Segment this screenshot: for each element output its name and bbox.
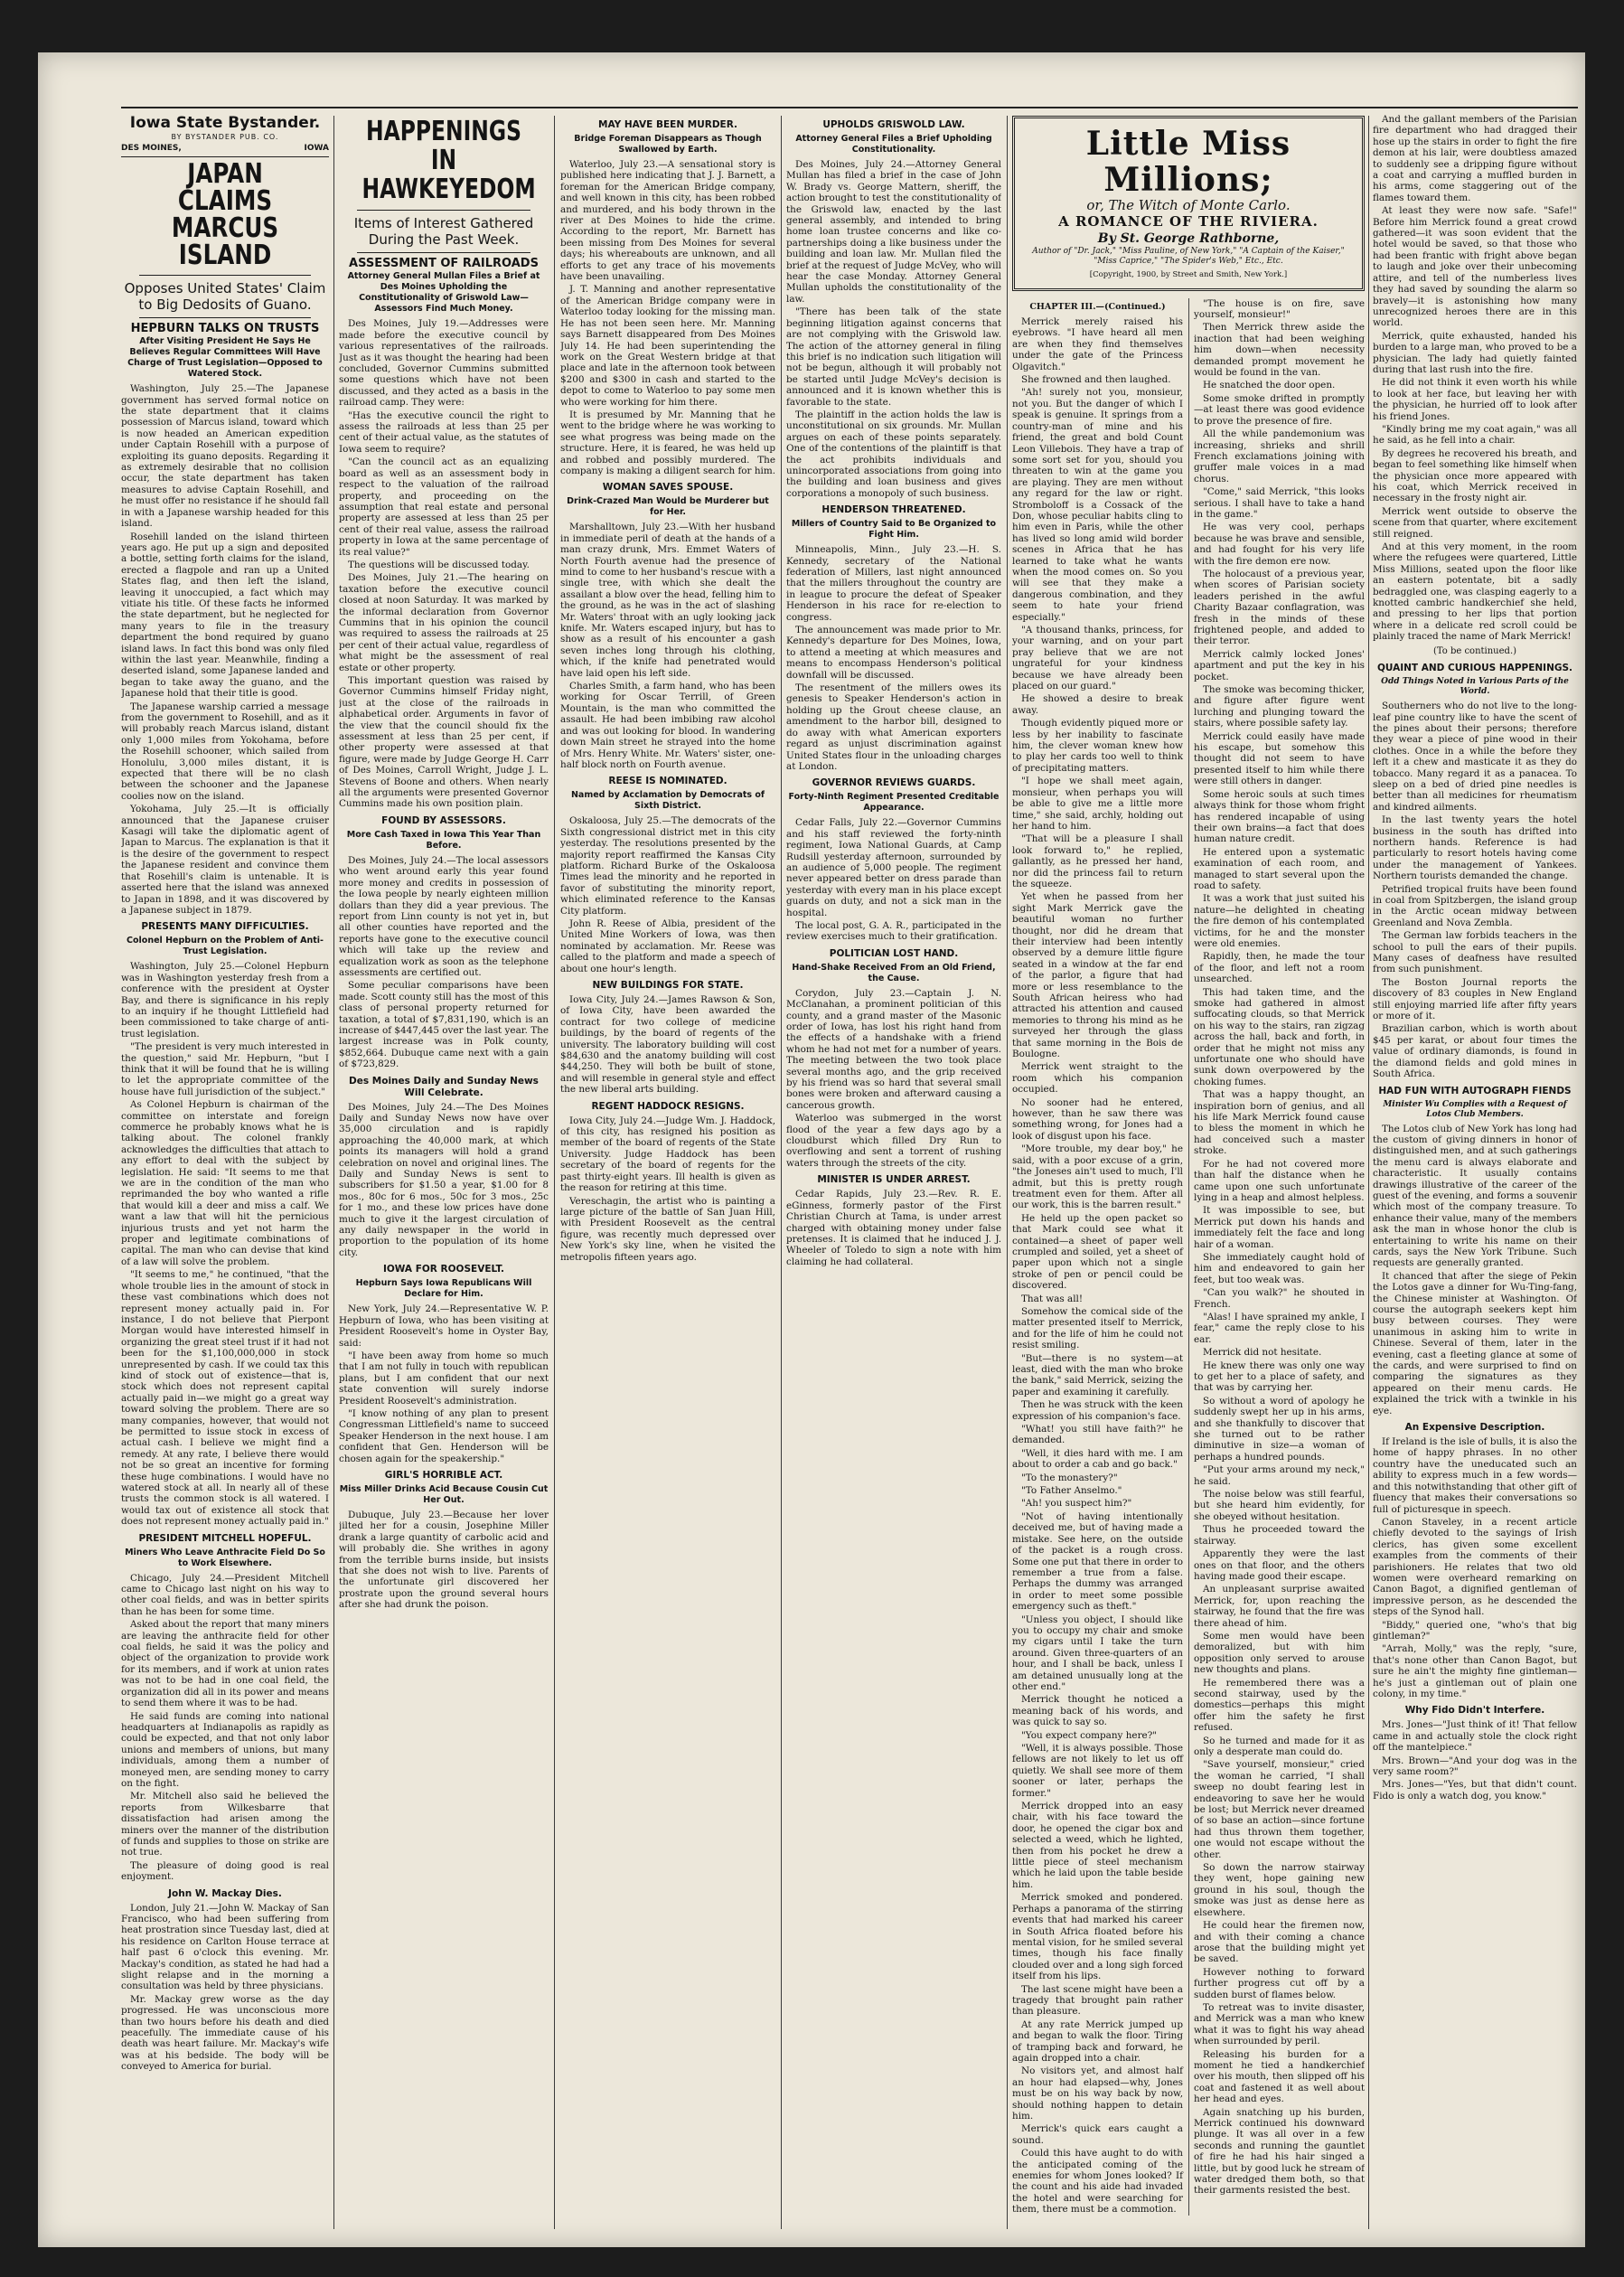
paragraph: The local post, G. A. R., participated in the review exercises much to their gratification.	[786, 919, 1001, 943]
paragraph: Washington, July 25.—The Japanese government has served formal notice on the state department that it claims possession of Marcus island, toward which is now headed an American expedition under Captain Rosehill with a purpose of exploiting its guano deposits. Regarding it as extremely desirable that no collision occur, the state department has taken measures to advise Captain Rosehill, and he must offer no resistance if he should fall in with a Japanese warship headed for this island.	[121, 383, 329, 530]
paragraph: "I have been away from home so much that I am not fully in touch with republican plans, but I am confident that our next state convention will surely indorse President Roosevelt's administration.	[339, 1350, 549, 1407]
paragraph: Yokohama, July 25.—It is officially announced that the Japanese cruiser Kasagi will take the diplomatic agent of Japan to Marcus. The explanation is that it is the desire of the government to respect the Japanese resident and convince them that Rosehill's claim is untenable. It is asserted here that the island was annexed to Japan in 1898, and it was discovered by a Japanese subject in 1879.	[121, 804, 329, 916]
paragraph: "To Father Anselmo."	[1021, 1485, 1122, 1497]
column-rule	[1007, 116, 1008, 2229]
serial-author-note: Author of "Dr. Jack," "Miss Pauline, of New York," "A Captain of the Kaiser," "Miss Caprice," "The Spider's Web," Etc., Etc.	[1032, 247, 1345, 267]
paragraph: That was all!	[1021, 1293, 1084, 1304]
paragraph: Asked about the report that many miners are leaving the anthracite field for other coal fields, he said it was the policy and object of the organization to provide work for its members, and if work at union rates was not to be had in one coal field, the organization did all in its power and means to send them where it was to be had.	[121, 1619, 329, 1709]
paragraph: Marshalltown, July 23.—With her husband in immediate peril of death at the hands of a man crazy drunk, Mrs. Emmet Waters of North Fourth avenue had the presence of mind to come to her husband's rescue with a single tree, with which she dealt the assailant a blow over the head, felling him to the ground, as he was in the act of slashing Mr. Waters' throat with an ugly looking jack knife. Mr. Waters escaped injury, but has to show as a result of his encounter a gash seven inches long through his clothing, which, if the knife had penetrated would have laid open his left side.	[560, 522, 775, 679]
paragraph: Merrick, quite exhausted, handed his burden to a large man, who proved to be a physician. The lady had quietly fainted during that last rush into the fire.	[1373, 330, 1577, 375]
paragraph: If Ireland is the isle of bulls, it is also the home of happy phrases. In no other country have the uneducated such an ability to express much in a few words—and this notwithstanding that other gift of fluency that makes their conversations so full of picturesque in speech.	[1373, 1436, 1577, 1515]
paragraph: And the gallant members of the Parisian fire department who had dragged their hose up the stairs in order to fight the fire demon at his lair, were doubtless amazed to suddenly see a dripping figure without a coat and carrying a muffled burden in his arms, come staggering out of the flames toward them.	[1373, 114, 1577, 203]
paragraph: "Well, it is always possible. Those fellows are not likely to let us off quietly. We shall see more of them sooner or later, perhaps the former."	[1012, 1743, 1183, 1799]
article-subhead: Miners Who Leave Anthracite Field Do So to Work Elsewhere.	[125, 1547, 325, 1568]
column-rule	[781, 116, 782, 2229]
article-subhead: Forty-Ninth Regiment Presented Creditable Appearance.	[788, 792, 1000, 814]
paragraph: John R. Reese of Albia, president of the United Mine Workers of Iowa, was then nominated by acclamation. Mr. Reese was called to the platform and made a speech of about one hour's length.	[560, 917, 775, 974]
article-headline: REGENT HADDOCK RESIGNS.	[591, 1100, 745, 1112]
serial-copyright: [Copyright, 1900, by Street and Smith, New York.]	[1089, 270, 1288, 280]
paragraph: An unpleasant surprise awaited Merrick, for, upon reaching the stairway, he found that the fire was there ahead of him.	[1194, 1584, 1365, 1629]
paragraph: He showed a desire to break away.	[1012, 693, 1183, 716]
paragraph: Des Moines, July 24.—The Des Moines Daily and Sunday News now have over 35,000 circulation and is rapidly approaching the 40,000 mark, at which points its managers will hold a grand celebration on novel and original lines. The Daily and Sunday News is sent to subscribers for $1.50 a year, $1.00 for 8 mos., 80c for 6 mos., 50c for 3 mos., 25c for 1 mo., and these low prices have done much to give it the largest circulation of any daily newspaper in the world in proportion to the population of its home city.	[339, 1101, 549, 1258]
article-headline: MAY HAVE BEEN MURDER.	[598, 119, 737, 130]
paragraph: Brazilian carbon, which is worth about $45 per karat, or about four times the value of ordinary diamonds, is found in the diamond fields and gold mines in South Africa.	[1373, 1023, 1577, 1080]
paragraph: He snatched the door open.	[1203, 380, 1336, 391]
article-headline: IOWA FOR ROOSEVELT.	[382, 1264, 505, 1275]
paragraph: Merrick dropped into an easy chair, with his face toward the door, he opened the cigar box and selected a weed, which he lighted, then from his pocket he drew a little piece of steel mechanism which he laid upon the table beside him.	[1012, 1801, 1183, 1890]
paragraph: The Lotos club of New York has long had the custom of giving dinners in honor of distinguished men, and at such gatherings the menu card is always elaborate and characteristic. It usually contains drawings illustrative of the career of the guest of the evening, and forms a souvenir which most of the company treasure. To enhance their value, many of the members ask the man in whose honor the club is entertaining to write his name on their cards, says the New York Tribune. Such requests are generally granted.	[1373, 1123, 1577, 1269]
paragraph: "Kindly bring me my coat again," was all he said, as he fell into a chair.	[1373, 423, 1577, 447]
article-subhead: Odd Things Noted in Various Parts of the World.	[1381, 677, 1569, 697]
paragraph: At any rate Merrick jumped up and began to walk the floor. Tiring of tramping back and forward, he again dropped into a chair.	[1012, 2018, 1183, 2064]
paragraph: Merrick went straight to the room which his companion occupied.	[1012, 1061, 1183, 1096]
paragraph: The announcement was made prior to Mr. Kennedy's departure for Des Moines, Iowa, to attend a meeting at which measures and means to encompass Henderson's political downfall will be discussed.	[786, 625, 1001, 681]
paragraph: Some smoke drifted in promptly—at least there was good evidence to prove the presence of fire.	[1194, 392, 1365, 427]
paragraph: This had taken time, and the smoke had gathered in almost suffocating clouds, so that Merrick on his way to the stairs, ran zigzag across the hall, back and forth, in order that he might not miss any unfortunate one who should have sunk down overpowered by the choking fumes.	[1194, 986, 1365, 1087]
paragraph: So he turned and made for it as only a desperate man could do.	[1194, 1735, 1365, 1757]
lead-headline: JAPAN CLAIMS MARCUS ISLAND	[171, 157, 279, 271]
column-6	[1373, 114, 1577, 2229]
paragraph: "You expect company here?"	[1021, 1729, 1158, 1741]
article-headline: REESE IS NOMINATED.	[608, 776, 728, 787]
article-subhead: Named by Acclamation by Democrats of Sixth District.	[570, 790, 765, 812]
paragraph: She immediately caught hold of him and endeavored to gain her feet, but too weak was.	[1194, 1251, 1365, 1285]
divider	[357, 210, 530, 211]
article-body	[1373, 1436, 1577, 1699]
paragraph: "To the monastery?"	[1021, 1472, 1118, 1483]
article-headline: PRESIDENT MITCHELL HOPEFUL.	[138, 1532, 312, 1544]
article-body	[1373, 1719, 1577, 1802]
paragraph: He could hear the firemen now, and with their coming a chance arose that the building might yet be saved.	[1194, 1920, 1365, 1965]
paragraph: He knew there was only one way to get her to a place of safety, and that was by carrying her.	[1194, 1360, 1365, 1394]
divider	[139, 275, 311, 276]
article-headline: An Expensive Description.	[1404, 1422, 1545, 1434]
paragraph: "But—there is no system—at least, died with the man who broke the bank," said Merrick, seizing the paper and examining it carefully.	[1012, 1352, 1183, 1397]
article-headline: NEW BUILDINGS FOR STATE.	[592, 980, 744, 991]
serial-byline: By St. George Rathborne,	[1097, 231, 1280, 246]
paragraph: Could this have aught to do with the anticipated coming of the enemies for whom Jones looked? If the count and his aide had invaded the hotel and were searching for them, there must be a commotion.	[1012, 2148, 1183, 2216]
paragraph: "The house is on fire, save yourself, monsieur!"	[1194, 297, 1365, 321]
paragraph: It chanced that after the siege of Pekin the Lotos gave a dinner for Wu-Ting-fang, the Chinese minister at Washington. Of course the autograph seekers kept him busy between courses. They were unanimous in asking him to write in Chinese. Several of them, later in the evening, cast a fleeting glance at some of the cards, and were surprised to find on comparing the signatures as they appeared on their menu cards. He explained the trick with a twinkle in his eye.	[1373, 1270, 1577, 1416]
column-3	[560, 114, 775, 2229]
article-headline: PRESENTS MANY DIFFICULTIES.	[141, 921, 309, 933]
column-4	[786, 114, 1001, 2229]
section-headline: HAPPENINGS IN HAWKEYEDOM	[361, 116, 536, 205]
column-1	[121, 114, 329, 2229]
paragraph: He held up the open packet so that Mark could see what it contained—a sheet of paper well crumpled and soiled, yet a sheet of paper upon which not a single stroke of pen or pencil could be discovered.	[1012, 1212, 1183, 1292]
to-be-continued: (To be continued.)	[1432, 645, 1517, 656]
article-subhead: Millers of Country Said to Be Organized to Fight Him.	[791, 519, 997, 541]
paragraph: Then Merrick threw aside the inaction that had been weighing him down—when necessity demanded prompt movement he would be found in the van.	[1194, 322, 1365, 379]
paragraph: "I hope we shall meet again, monsieur, when perhaps you will be able to give me a little more time," she said, archly, holding out her hand to him.	[1012, 776, 1183, 832]
article-subhead: More Cash Taxed in Iowa This Year Than Before.	[346, 829, 541, 851]
paragraph: Somehow the comical side of the matter presented itself to Merrick, and for the life of him he could not resist smiling.	[1012, 1305, 1183, 1351]
paragraph: No sooner had he entered, however, than he saw there was something wrong, for Jones had a look of disgust upon his face.	[1012, 1096, 1183, 1142]
section-deck: Items of Interest Gathered During the Past Week.	[353, 215, 534, 248]
paragraph: However nothing to forward further progress cut off by a sudden burst of flames below.	[1194, 1966, 1365, 2000]
paragraph: The holocaust of a previous year, when scores of Parisian society leaders perished in the awful Charity Bazaar conflagration, was fresh in the minds of these frightened people, and added to their terror.	[1194, 568, 1365, 647]
article-headline: HAD FUN WITH AUTOGRAPH FIENDS	[1378, 1085, 1572, 1096]
paragraph: The plaintiff in the action holds the law is unconstitutional on six grounds. Mr. Mullan argues on each of these points separately. One of the contentions of the plaintiff is that the act prohibits individuals and unincorporated associations from going into the building and loan business and gives corporations a monopoly of such business.	[786, 409, 1001, 499]
article-body	[1373, 701, 1577, 1079]
paragraph: Some peculiar comparisons have been made. Scott county still has the most of this class of personal property returned for taxation, a total of $7,831,190, which is an increase of $447,445 over the last year. The largest increase was in Polk county, $852,664. Dubuque came next with a gain of $723,829.	[339, 980, 549, 1070]
serial-title: Little Miss Millions;	[1085, 125, 1291, 199]
paragraph: That was a happy thought, an inspiration born of genius, and all his life Mark Merrick found cause to bless the moment in which he had conceived such a master stroke.	[1194, 1089, 1365, 1157]
article-headline: MINISTER IS UNDER ARREST.	[817, 1174, 971, 1186]
paragraph: "Put your arms around my neck," he said.	[1194, 1464, 1365, 1487]
paragraph: Iowa City, July 24.—James Rawson & Son, of Iowa City, have been awarded the contract for two college of medicine buildings, by the board of regents of the university. The laboratory building will cost $84,630 and the anatomy building will cost $44,250. They will both be built of stone, and will resemble in general style and effect the new liberal arts building.	[560, 994, 775, 1096]
paragraph: Petrified tropical fruits have been found in coal from Spitzbergen, the island group in the Arctic ocean midway between Greenland and Nova Zembla.	[1373, 883, 1577, 928]
paragraph: New York, July 24.—Representative W. P. Hepburn of Iowa, who has been visiting at President Roosevelt's home in Oyster Bay, said:	[339, 1303, 549, 1349]
paragraph: "Can you walk?" he shouted in French.	[1194, 1287, 1365, 1310]
paragraph: He entered upon a systematic examination of each room, and managed to start several upon the road to safety.	[1194, 846, 1365, 891]
paragraph: Though evidently piqued more or less by her inability to fascinate him, the clever woman knew how to play her cards too well to think of precipitating matters.	[1012, 718, 1183, 774]
paragraph: So without a word of apology he suddenly swept her up in his arms, and she thankfully to discover that she turned out to be rather diminutive in size—a woman of perhaps a hundred pounds.	[1194, 1395, 1365, 1463]
paragraph: "Alas! I have sprained my ankle, I fear," came the reply close to his ear.	[1194, 1311, 1365, 1345]
paragraph: Rapidly, then, he made the tour of the floor, and left not a room unsearched.	[1194, 951, 1365, 985]
masthead-title: Iowa State Bystander.	[129, 114, 321, 132]
paragraph: Then he was struck with the keen expression of his companion's face.	[1012, 1399, 1183, 1422]
divider	[357, 252, 530, 253]
paragraph: "The president is very much interested in the question," said Mr. Hepburn, "but I think that it will be found that he is willing to let the appropriate committee of the house have full jurisdiction of the subject."	[121, 1041, 329, 1097]
paragraph: Waterloo was submerged in the worst flood of the year a few days ago by a cloudburst which filled Dry Run to overflowing and sent a torrent of rushing waters through the streets of the city.	[786, 1113, 1001, 1169]
paragraph: The pleasure of doing good is real enjoyment.	[121, 1859, 329, 1883]
lead-body	[121, 383, 329, 916]
article-headline: John W. Mackay Dies.	[168, 1887, 282, 1899]
masthead-publisher: BY BYSTANDER PUB. CO.	[171, 133, 279, 141]
paragraph: "Arrah, Molly," was the reply, "sure, that's none other than Canon Bagot, but sure he ain't the mighty fine gintleman—he's just a gintleman out of plain one colony, in my time."	[1373, 1643, 1577, 1699]
paragraph: It is presumed by Mr. Manning that he went to the bridge where he was working to see what progress was being made on the structure. Here, it is feared, he was held up and robbed and possibly murdered. The company is making a diligent search for him.	[560, 409, 775, 476]
paragraph: To retreat was to invite disaster, and Merrick was a man who knew what it was to fight his way ahead when surrounded by peril.	[1194, 2001, 1365, 2047]
paragraph: "I know nothing of any plan to present Congressman Littlefield's name to succeed Speaker Henderson in the next house. I am confident that Gen. Henderson will be chosen again for the speakership."	[339, 1407, 549, 1464]
paragraph: Releasing his burden for a moment he tied a handkerchief over his mouth, then slipped off his coat and fastened it as well about her head and eyes.	[1194, 2048, 1365, 2105]
paragraph: The Japanese warship carried a message from the government to Rosehill, and as it will probably reach Marcus island, distant only 1,000 miles from Yokohama, before the Rosehill schooner, which sailed from Honolulu, 3,000 miles distant, it is expected that there will be no clash between the schooner and the Japanese coolies now on the island.	[121, 701, 329, 802]
paragraph: Southerners who do not live to the long-leaf pine country like to have the scent of the pines about their persons; therefore they wear a piece of pine wood in their clothes. Once in a while the before they left it a chew and masticate it as they do tobacco. Many regard it as a panacea. To sleep on a bed of dried pine needles is better than all medicines for rheumatism and kindred ailments.	[1373, 701, 1577, 813]
paragraph: Des Moines, July 19.—Addresses were made before the executive council by various representatives of the railroads. Just as it was thought the hearing had been concluded, Governor Cummins submitted some questions which have not been discussed, and they acted as a basis in the railroad camp. They were:	[339, 318, 549, 409]
paragraph: Merrick did not hesitate.	[1203, 1347, 1322, 1359]
paragraph: Merrick thought he noticed a meaning back of his words, and was quick to say so.	[1012, 1694, 1183, 1728]
article-headline: GOVERNOR REVIEWS GUARDS.	[812, 777, 976, 789]
article-headline: Des Moines Daily and Sunday News Will Celebrate.	[349, 1075, 539, 1098]
paragraph: London, July 21.—John W. Mackay of San Francisco, who had been suffering from heat prostration since Tuesday last, died at his residence on Carlton House terrace at half past 6 o'clock this evening. Mr. Mackay's condition, as stated he had had a slight relapse and in the morning a consultation was held by three physicians.	[121, 1902, 329, 1992]
article-subhead: Attorney General Files a Brief Upholding Constitutionality.	[795, 134, 992, 155]
paragraph: Corydon, July 23.—Captain J. N. McClanahan, a prominent politician of this county, and a grand master of the Masonic order of Iowa, has lost his right hand from the effects of a handshake with a friend whom he had not met for a number of years. The meeting between the two took place several months ago, and the grip received by his friend was so hard that several small bones were broken and afterward causing a cancerous growth.	[786, 987, 1001, 1111]
article-subhead: Attorney General Mullan Files a Brief at Des Moines Upholding the Constitutionality of Griswold Law—Assessors Find Much Money.	[347, 271, 540, 315]
article-headline: FOUND BY ASSESSORS.	[381, 814, 506, 826]
masthead-city: DES MOINES,	[121, 144, 182, 154]
paragraph: It was impossible to see, but Merrick put down his hands and immediately felt the face and long hair of a woman.	[1194, 1205, 1365, 1250]
paragraph: "Save yourself, monsieur," cried the woman he carried, "I shall sweep no doubt fearing lest in endeavoring to save her he would be lost; but Merrick never dreamed of so base an action—since fortune had thus thrown them together, one would not escape without the other.	[1194, 1759, 1365, 1860]
paragraph: For he had not covered more than half the distance when he came upon one such unfortunate lying in a heap and almost helpless.	[1194, 1158, 1365, 1203]
lead-deck: Opposes United States' Claim to Big Dedosits of Guano.	[124, 279, 326, 313]
divider	[139, 317, 311, 318]
article-headline: GIRL'S HORRIBLE ACT.	[384, 1469, 503, 1481]
serial-continuation	[1373, 114, 1577, 643]
article-headline: QUAINT AND CURIOUS HAPPENINGS.	[1376, 663, 1573, 674]
paragraph: "Ah! you suspect him?"	[1021, 1498, 1132, 1510]
paragraph: No visitors yet, and almost half an hour had elapsed—why, Jones must be on his way back by now, should nothing happen to detain him.	[1012, 2065, 1183, 2122]
paragraph: Cedar Falls, July 22.—Governor Cummins and his staff reviewed the forty-ninth regiment, Iowa National Guards, at Camp Rudsill yesterday afternoon, surrounded by an audience of 5,000 people. The regiment never appeared better on dress parade than yesterday with every man in his place except guards on duty, and not a sick man in the hospital.	[786, 817, 1001, 918]
paragraph: All the while pandemonium was increasing, shrieks and shrill French exclamations joining with gruffer male voices in a mad chorus.	[1194, 428, 1365, 485]
paragraph: "There has been talk of the state beginning litigation against concerns that are not complying with the Griswold law. The action of the attorney general in filing this brief is no indication such litigation will not be begun, although it will probably not be started until Judge McVey's decision is announced and it is known whether this is favorable to the state.	[786, 306, 1001, 408]
masthead-state: IOWA	[304, 144, 329, 154]
paragraph: J. T. Manning and another representative of the American Bridge company were in Waterloo today looking for the missing man. He has not been seen here. Mr. Manning says Barnett disappeared from Des Moines July 14. He had been superintending the work on the Great Western bridge at that place and late in the afternoon took between $200 and $300 in cash and started to the depot to come to Waterloo to pay some men who were working for him there.	[560, 284, 775, 408]
paragraph: The noise below was still fearful, but she heard him evidently, for she obeyed without hesitation.	[1194, 1489, 1365, 1522]
paragraph: Charles Smith, a farm hand, who has been working for Oscar Terrill, of Green Mountain, is the man who committed the assault. He had been imbibing raw alcohol and was out looking for blood. In wandering down Main street he strayed into the home of Mrs. Henry White. Mr. Waters' sister, one-half block north on Fourth avenue.	[560, 681, 775, 770]
article-subhead: Colonel Hepburn on the Problem of Anti-Trust Legislation.	[127, 936, 324, 957]
newspaper-page	[38, 52, 1585, 2247]
top-rule	[121, 107, 1578, 108]
paragraph: "Biddy," queried one, "who's that big gintleman?"	[1373, 1619, 1577, 1642]
paragraph: "Ah! surely not you, monsieur, not you. But the danger of which I speak is genuine. It springs from a country-man of mine and his friend, the great and bold Count Leon Villebois. They have a trap of some sort set for you, should you threaten to win at the game you are playing. They are men without any regard for the law or right. Stromboloff is a Cossack of the Don, whose peculiar habits cling to him even in Paris, while the other has lived so long amid wild border scenes in Africa that he has learned to take what he wants when the mood comes on. So you will see that they make a dangerous combination, and they seem to hate your friend especially."	[1012, 387, 1183, 623]
article-headline: WOMAN SAVES SPOUSE.	[602, 482, 734, 494]
paragraph: Canon Staveley, in a recent article chiefly devoted to the sayings of Irish clerics, has given some excellent examples from the comments of their parishioners. He relates that two old women were overheard remarking on Canon Bagot, a dignified gentleman of impressive person, as he descended the steps of the Synod hall.	[1373, 1516, 1577, 1618]
paragraph: Waterloo, July 23.—A sensational story is published here indicating that J. J. Barnett, a foreman for the American Bridge company, and well known in this city, has been robbed and murdered, and his body thrown in the river at Des Moines to hide the crime. According to the report, Mr. Barnett has been missing from Des Moines for several days; his whereabouts are unknown, and all efforts to get any trace of his movements have been unavailing.	[560, 159, 775, 283]
paragraph: Rosehill landed on the island thirteen years ago. He put up a sign and deposited a bottle, setting forth claims for the island, erected a flagpole and ran up a United States flag, and then left the island, leaving it unoccupied, a fact which may vitiate his title. Of these facts he informed the state department, but he neglected for many years to file in the treasury department the bond required by guano island laws. In fact this bond was only filed within the last year. Meanwhile, finding a deserted island, some Japanese landed and began to take away the guano, and the Japanese hold that their title is good.	[121, 531, 329, 700]
paragraph: He remembered there was a second stairway, used by the domestics—perhaps this might offer him the safety he first refused.	[1194, 1677, 1365, 1734]
article-headline: Why Fido Didn't Interfere.	[1404, 1705, 1545, 1717]
column-2	[339, 114, 549, 2229]
paragraph: Merrick's quick ears caught a sound.	[1012, 2123, 1183, 2146]
paragraph: Thus he proceeded toward the stairway.	[1194, 1524, 1365, 1547]
paragraph: He was very cool, perhaps because he was brave and sensible, and had fought for his very life with the fire demon ere now.	[1194, 522, 1365, 567]
paragraph: "More trouble, my dear boy," he said, with a poor excuse of a grin, "the Joneses ain't used to much, I'll admit, but this is pretty rough treatment even for them. After all our work, this is the barren result."	[1012, 1143, 1183, 1211]
paragraph: This important question was raised by Governor Cummins himself Friday night, just at the close of the railroads in alphabetical order. Arguments in favor of the view that the council should fix the assessment at less than 25 per cent, if other property were assessed at that figure, were made by Judge George H. Carr of Des Moines, Carroll Wright, Judge J. L. Stevens of Boone and others. When nearly all the arguments were presented Governor Cummins made his own position plain.	[339, 675, 549, 810]
paragraph: Merrick smoked and pondered. Perhaps a panorama of the stirring events that had marked his career in South Africa floated before his mental vision, for he smiled several times, though his face finally clouded over and a long sigh forced itself from his lips.	[1012, 1892, 1183, 1982]
paragraph: The last scene might have been a tragedy that brought pain rather than pleasure.	[1012, 1983, 1183, 2018]
paragraph: Mrs. Jones—"Just think of it! That fellow came in and actually stole the clock right off the mantelpiece."	[1373, 1719, 1577, 1754]
paragraph: Some men would have been demoralized, but with him opposition only served to arouse new thoughts and plans.	[1194, 1630, 1365, 1676]
article-body	[1373, 1124, 1577, 1417]
paragraph: "Has the executive council the right to assess the railroads at less than 25 per cent of their actual value, as the statutes of Iowa seem to require?	[339, 409, 549, 455]
column-5-serial	[1012, 114, 1365, 2229]
article-subhead: Hepburn Says Iowa Republicans Will Declare for Him.	[355, 1278, 532, 1300]
paragraph: At least they were now safe. "Safe!" Before him Merrick found a great crowd gathered—it was soon evident that the hotel would be saved, so that those who had been frantic with fright above began to laugh and joke over their unbecoming attire, and tell of the numberless lives they had saved by sounding the alarm so bravely—it is astonishing how many unrecognized heroes there are in this world.	[1373, 205, 1577, 329]
paragraph: So down the narrow stairway they went, hope gaining new ground in his soul, though the smoke was just as dense here as elsewhere.	[1194, 1862, 1365, 1918]
chapter-heading: CHAPTER III.—(Continued.)	[1029, 301, 1166, 312]
article-headline: HENDERSON THREATENED.	[821, 504, 966, 516]
paragraph: The Boston Journal reports the discovery of 83 couples in New England still enjoying married life after fifty years or more of it.	[1373, 976, 1577, 1022]
article-subhead: Hand-Shake Received From an Old Friend, the Cause.	[792, 962, 996, 983]
paragraph: Minneapolis, Minn., July 23.—H. S. Kennedy, secretary of the National federation of Millers, last night announced that the millers throughout the country are in league to procure the defeat of Speaker Henderson in his race for re-election to congress.	[786, 544, 1001, 623]
paragraph: Mr. Mackay grew worse as the day progressed. He was unconscious more than two hours before his death and died peacefully. The immediate cause of his death was heart failure. Mr. Mackay's wife was at his bedside. The body will be conveyed to America for burial.	[121, 1993, 329, 2073]
paragraph: Merrick merely raised his eyebrows. "I have heard all men are when they find themselves under the gate of the Princess Olgavitch."	[1012, 316, 1183, 372]
paragraph: She frowned and then laughed.	[1021, 374, 1171, 386]
article-subhead: Minister Wu Complies with a Request of Lotos Club Members.	[1383, 1099, 1567, 1119]
paragraph: Merrick went outside to observe the scene from that quarter, where excitement still reigned.	[1373, 505, 1577, 540]
paragraph: Mrs. Jones—"Yes, but that didn't count. Fido is only a watch dog, you know."	[1373, 1779, 1577, 1802]
paragraph: Des Moines, July 24.—Attorney General Mullan has filed a brief in the case of John W. Brady vs. George Mattern, sheriff, the action brought to test the constitutionality of the Griswold law, enacted by the last general assembly, and intended to bring home loan trustee concerns and like co-partnerships doing a like business under the building and loan law. Mr. Mullan filed the brief at the request of Judge McVey, who will hear the case Monday. Attorney General Mullan upholds the constitutionality of the law.	[786, 159, 1001, 305]
paragraph: Merrick could easily have made his escape, but somehow this thought did not seem to have presented itself to him while there were still others in danger.	[1194, 730, 1365, 787]
article-headline: POLITICIAN LOST HAND.	[829, 947, 959, 959]
paragraph: Some heroic souls at such times always think for those whom fright has rendered incapable of using their own brains—a fact that does human nature credit.	[1194, 788, 1365, 845]
masthead-dateline	[121, 143, 329, 156]
paragraph: He did not think it even worth his while to look at her face, but leaving her with the physician, he hurried off to look after his friend Jones.	[1373, 377, 1577, 422]
paragraph: "Unless you object, I should like you to occupy my chair and smoke my cigars until I take the turn around. Given three-quarters of an hour, and I shall be back, unless I am detained unusually long at the other end."	[1012, 1614, 1183, 1692]
paragraph: By degrees he recovered his breath, and began to feel something like himself when the physician once more appeared with his coat, which Merrick received in necessary in the frosty night air.	[1373, 447, 1577, 504]
paragraph: Vereschagin, the artist who is painting a large picture of the battle of San Juan Hill, with President Roosevelt as the central figure, was recently much depressed over New York's sky line, when he visited the metropolis fifteen years ago.	[560, 1195, 775, 1263]
paragraph: The German law forbids teachers in the school to pull the ears of their pupils. Many cases of deafness have resulted from such punishment.	[1373, 930, 1577, 975]
article-headline: ASSESSMENT OF RAILROADS	[349, 257, 539, 270]
paragraph: Merrick calmly locked Jones' apartment and put the key in his pocket.	[1194, 648, 1365, 682]
paragraph: He said funds are coming into national headquarters at Indianapolis as rapidly as could be expected, and that not only labor unions and members of unions, but many individuals, among them a number of moneyed men, are sending money to carry on the fight.	[121, 1710, 329, 1789]
column-rule	[333, 116, 334, 2229]
paragraph: Chicago, July 24.—President Mitchell came to Chicago last night on his way to other coal fields, and was in better spirits than he has been for some time.	[121, 1572, 329, 1617]
paragraph: "Not of having intentionally deceived me, but of having made a mistake. See here, on the outside of the packet is a rough cross. Some one put that there in order to remember a true from a false. Perhaps the dummy was arranged in order to meet some possible emergency such as theft."	[1012, 1510, 1183, 1613]
paragraph: "Come," said Merrick, "this looks serious. I shall have to take a hand in the game."	[1194, 486, 1365, 520]
serial-title-box	[1012, 116, 1365, 291]
paragraph: Dubuque, July 23.—Because her lover jilted her for a cousin, Josephine Miller drank a large quantity of carbolic acid and will probably die. She writhes in agony from the terrible burns inside, but insists that she does not wish to live. Parents of the unfortunate girl discovered her prostrate upon the ground several hours after she had drunk the poison.	[339, 1509, 549, 1611]
article-subhead: Bridge Foreman Disappears as Though Swallowed by Earth.	[574, 134, 762, 155]
paragraph: Des Moines, July 24.—The local assessors who went around early this year found more money and credits in possession of the Iowa people by nearly eighteen million dollars than they did a year previous. The report from Linn county is not yet in, but all other counties have reported and the reports have gone to the executive council which will take up the review and equalization work as soon as the telephone assessments are certified out.	[339, 854, 549, 978]
serial-subtitle: or, The Witch of Monte Carlo.	[1086, 197, 1291, 213]
paragraph: Iowa City, July 24.—Judge Wm. J. Haddock, of this city, has resigned his position as member of the board of regents of the State University. Judge Haddock has been secretary of the board of regents for the past thirty-eight years. Ill health is given as the reason for retiring at this time.	[560, 1115, 775, 1194]
paragraph: Washington, July 25.—Colonel Hepburn was in Washington yesterday fresh from a conference with the president at Oyster Bay, and there is significance in his reply to an inquiry if he thought Littlefield had been commissioned to take charge of anti-trust legislation.	[121, 961, 329, 1040]
paragraph: And at this very moment, in the room where the refugees were quartered, Little Miss Millions, seated upon the floor like an eastern potentate, bit a sadly bedraggled one, was clasping eagerly to a knotted cambric handkerchief she held, and pressing to her lips that portion where in a delicate red scroll could be plainly traced the name of Mark Merrick!	[1373, 541, 1577, 643]
paragraph: As Colonel Hepburn is chairman of the committee on interstate and foreign commerce he probably knows what he is talking about. The colonel frankly acknowledges the difficulties that attach to any effort to deal with the subject by legislation. He said: "It seems to me that we are in the condition of the man who reprimanded the boy who wanted a rifle that would kill a deer and miss a calf. We want a law that will hit the pernicious injurious trusts and yet not harm the proper and legitimate combinations of capital. The man who can devise that kind of a law will solve the problem.	[121, 1099, 329, 1267]
article-subhead: Drink-Crazed Man Would be Murderer but for Her.	[567, 496, 769, 518]
paragraph: Again snatching up his burden, Merrick continued his downward plunge. It was all over in a few seconds and running the gauntlet of fire he had his hair singed a little, but by good luck he stream of water dredged them both, so that their garments resisted the best.	[1194, 2106, 1365, 2197]
paragraph: The smoke was becoming thicker, and figure after figure went lurching and plunging toward the stairs, where possible safety lay.	[1194, 684, 1365, 729]
paragraph: Mrs. Brown—"And your dog was in the very same room?"	[1373, 1755, 1577, 1778]
column-rule	[554, 116, 555, 2229]
article-subhead: Miss Miller Drinks Acid Because Cousin Cut Her Out.	[339, 1483, 549, 1505]
lead-subheadline: HEPBURN TALKS ON TRUSTS	[130, 321, 320, 335]
lead-summary: After Visiting President He Says He Believes Regular Committees Will Have Charge of Trust Legislation—Opposed to Watered Stock.	[127, 336, 323, 380]
paragraph: Apparently they were the last ones on that floor, and the others having made good their escape.	[1194, 1548, 1365, 1582]
paragraph: "Well, it dies hard with me. I am about to order a cab and go back."	[1012, 1447, 1183, 1471]
article-headline: UPHOLDS GRISWOLD LAW.	[822, 119, 965, 130]
paragraph: "It seems to me," he continued, "that the whole trouble lies in the amount of stock in these vast combinations which does not represent money actually paid in. For instance, I do not believe that Pierpont Morgan would have interested himself in organizing the great steel trust if it had not been for the $1,100,000,000 in stock unrepresented by cash. If we could tax this kind of stock out of existence—that is, stock which does not represent capital actually paid in—we might go a great way toward solving the problem. There are so many companies, however, that would not be permitted to issue stock in excess of actual cash. I believe we might find a remedy. At any rate, I believe there would not be so great an incentive for forming these huge combinations. I would have no watered stock at all. In nearly all of these trusts the common stock is all watered. I would tax out of existence all stock that does not represent money actually paid in."	[121, 1269, 329, 1528]
paragraph: The questions will be discussed today.	[348, 559, 530, 570]
paragraph: It was a work that just suited his nature—he delighted in cheating the fire demon of his contemplated victims, for he and the monster were old enemies.	[1194, 893, 1365, 949]
serial-tagline: A ROMANCE OF THE RIVIERA.	[1058, 213, 1319, 231]
paragraph: Yet when he passed from her sight Mark Merrick gave the beautiful woman no further thought, nor did he dream that their interview had been intently observed by a demure little figure seated in a window at the far end of the parlor, a figure that had more or less resemblance to the South African heiress who had attracted his attention and caused memories to throng his mind as he surveyed her through the glass that same morning in the Bois de Boulogne.	[1012, 891, 1183, 1060]
paragraph: "That will be a pleasure I shall look forward to," he replied, gallantly, as he pressed her hand, nor did the princess fail to return the squeeze.	[1012, 833, 1183, 889]
paragraph: In the last twenty years the hotel business in the south has drifted into northern hands. Reference is had particularly to resort hotels having come under the management of Yankees. Northern tourists demanded the change.	[1373, 814, 1577, 882]
paragraph: "A thousand thanks, princess, for your warning, and on your part pray believe that we are not ungrateful for your kindness because we have already been placed on our guard."	[1012, 625, 1183, 692]
paragraph: "Can the council act as an equalizing board as well as an assessment body in respect to the valuation of the railroad property, and proceeding on the assumption that real estate and personal property are assessed at less than 25 per cent of their real value, assess the railroad property in Iowa at the same percentage of its real value?"	[339, 456, 549, 558]
paragraph: Mr. Mitchell also said he believed the reports from Wilkesbarre that dissatisfaction had arisen among the miners over the manner of the distribution of funds and supplies to those on strike are not true.	[121, 1791, 329, 1858]
paragraph: "What! you still have faith?" he demanded.	[1012, 1424, 1183, 1446]
paragraph: Oskaloosa, July 25.—The democrats of the Sixth congressional district met in this city yesterday. The resolutions presented by the majority report reaffirmed the Kansas City platform. Richard Burke of the Oskaloosa Times lead the minority and he reported in favor of substituting the minority report, which eliminated reference to the Kansas City platform.	[560, 815, 775, 917]
paragraph: The resentment of the millers owes its genesis to Speaker Henderson's action in holding up the Grout cheese clause, an amendment to the harbor bill, designed to do away with what American exporters regard as unjust discrimination against United States flour in the unloading charges at London.	[786, 682, 1001, 772]
column-rule	[1368, 116, 1369, 2229]
paragraph: Cedar Rapids, July 23.—Rev. R. E. eGinness, formerly pastor of the First Christian Church at Tama, is under arrest charged with obtaining money under false pretenses. It is claimed that he induced J. J. Wheeler of Toledo to sign a note with him claiming he had collateral.	[786, 1189, 1001, 1267]
serial-body	[1012, 298, 1365, 2216]
paragraph: Des Moines, July 21.—The hearing on taxation before the executive council closed at noon Saturday. It was marked by the informal declaration from Governor Cummins that in his opinion the council was required to assess the railroads at 25 per cent of their actual value, regardless of what might be the assessment of real estate or other property.	[339, 572, 549, 673]
